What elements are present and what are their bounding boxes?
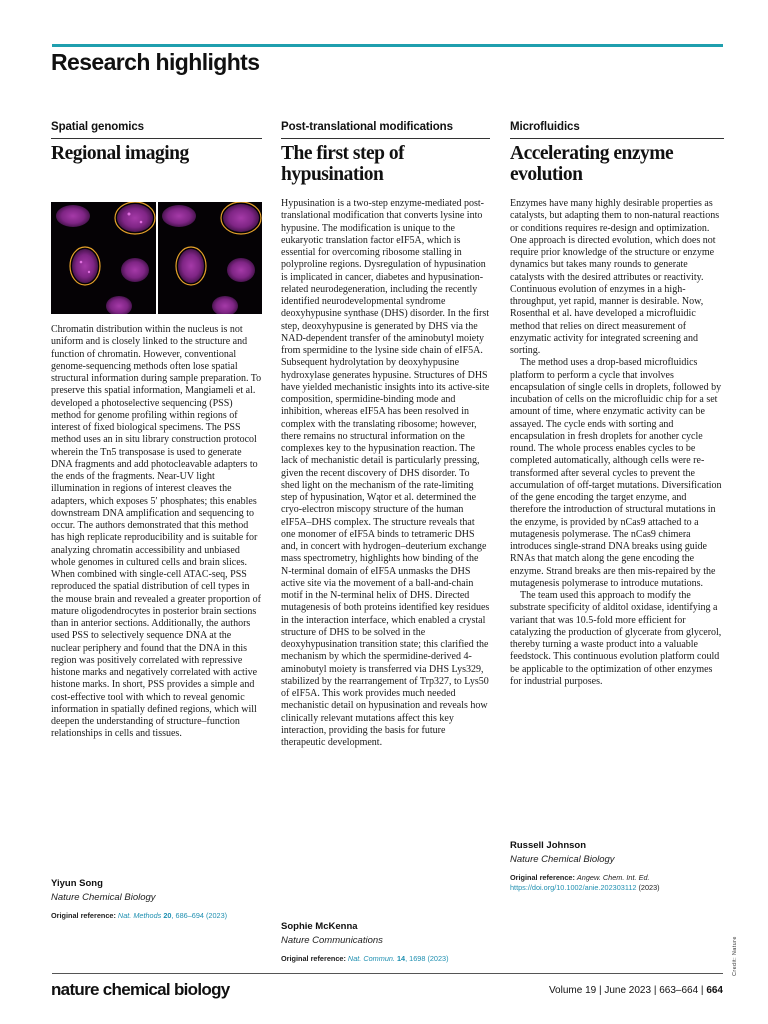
article-kicker: Spatial genomics xyxy=(51,120,262,139)
reference-link[interactable]: Nat. Methods 20, 686–694 (2023) xyxy=(117,911,228,920)
original-reference xyxy=(51,911,262,921)
reference-link[interactable]: Nat. Commun. 14, 1698 (2023) xyxy=(347,954,449,963)
author-journal: Nature Chemical Biology xyxy=(51,892,156,903)
article-kicker: Microfluidics xyxy=(510,120,724,139)
headline-line: Accelerating enzyme xyxy=(510,143,674,164)
body-paragraph: Enzymes have many highly desirable properties as catalysts, but adapting them to non-natural reactions or conditions requires re-design and optimization. One approach is directed evolution, which does not require prior knowledge of the structure or enzyme dynamics but takes many rounds to generate catalysts with the desired attributes or reactivity. Continuous evolution of enzymes in a high-throughput, yet rapid, manner is desirable. Now, Rosenthal et al. have developed a microfluidic method that relies on direct measurement of enzymatic activity for integrated screening and sorting. xyxy=(510,198,720,356)
reference-link[interactable]: https://doi.org/10.1002/anie.202303112 xyxy=(510,883,637,892)
article-headline xyxy=(281,143,490,185)
body-paragraph: Chromatin distribution within the nucleus is not uniform and is closely linked to the structure and function of chromatin. However, conventional genome-sequencing methods often lose spatial structural information during sample preparation. To preserve this spatial information, Mangiameli et al. developed a photoselective sequencing (PSS) method for genome profiling within regions of interest of fixed biological specimens. The PSS method uses an in situ library construction protocol wherein the Tn5 transposase is used to generate DNA fragments and add photocleavable adapters to the ends of the fragments. Near-UV light illumination in regions of interest cleaves the adapters, which exposes 5′ phosphates; this enables downstream DNA amplification and sequencing to occur. The authors demonstrated that this method has high replicate reproducibility and is suitable for analyzing chromatin accessibility and unbiased whole genomes in cultured cells and brain slices. When combined with single-cell ATAC-seq, PSS reproduced the spatial distribution of cell types in the mouse brain and revealed a greater proportion of mature oligodendrocytes in posterior brain sections than in anterior sections. Additionally, the authors used PSS to selectively sequence DNA at the nuclear periphery and found that the DNA in this region was positively correlated with repressive histone marks and negatively correlated with active histone marks. In short, PSS provides a simple and cost-effective tool with which to reveal genomic information in spatially defined regions, which will deepen the understanding of structure–function relationships in cells and tissues. xyxy=(51,324,262,740)
body-paragraph: The method uses a drop-based microfluidics platform to perform a cycle that involves encapsulation of single cells in droplets, followed by incubation of cells on the microfluidic chip for a set amount of time, where enzymatic activity can be assayed. The cycle ends with sorting and encapsulation in fresh droplets for another cycle round. The whole process enables cycles to be completed automatically, although cells were re-transformed after several cycles to prevent the accumulation of off-target mutations. Diversification of the gene encoding the target enzyme, and therefore the introduction of structural mutations in the enzyme, is provided by nCas9 attached to a mutagenesis polymerase. The nCas9 chimera introduces single-strand DNA breaks using guide RNAs that match along the gene encoding the enzyme. Strand breaks are then mis-repaired by the mutagenesis polymerase to introduce mutations. xyxy=(510,357,722,589)
reference-label: Original reference: xyxy=(281,954,346,963)
microscopy-figure xyxy=(51,202,262,314)
page-title: Research highlights xyxy=(51,49,260,75)
headline-line: Regional imaging xyxy=(51,143,189,164)
page-number: 664 xyxy=(706,985,723,996)
headline-line: The first step of xyxy=(281,143,405,164)
article-body xyxy=(510,198,724,688)
body-paragraph: Hypusination is a two-step enzyme-mediated post-translational modification that converts lysine into hypusine. The modification is unique to the eukaryotic translation factor eIF5A, which is essential for overcoming ribosome stalling in polyproline regions. Dysregulation of hypusination is implicated in cancer, diabetes and hypusination-related neurodegeneration, including the recently identified neurodevelopmental syndrome deoxyhypusine synthase (DHS) disorder. In the first step, deoxyhypusine is generated by DHS via the NAD-dependent transfer of the aminobutyl moiety from spermidine to the lysine side chain of eIF5A. Subsequent hydrolytation by deoxyhypusine hydroxylase generates hypusine. Structures of DHS have yielded mechanistic insights into its active-site composition, spermidine-binding mode and inhibition, whereas eIF5A has been resolved in complex with the translating ribosome; however, there remains no structural information on the complexes key to the hypusination reaction. The lack of mechanistic detail is particularly pressing, given the recent discovery of DHS disorder. To shed light on the mechanism of the rate-limiting step of hypusination, Wątor et al. determined the cryo-electron miscopy structure of the human eIF5A–DHS complex. The structure reveals that one monomer of eIF5A binds to tetrameric DHS and, in concert with hydrogen–deuterium exchange mass spectrometry, highlights how binding of the N-terminal domain of eIF5A unmasks the DHS active site via the movement of a ball-and-chain motif in the N-terminal helix of DHS. Directed mutagenesis of both proteins identified key residues in the interaction interface, which enabled a crystal structure of DHS to be solved in the deoxyhypusination transition state; this clarified the mechanism by which the spermidine-derived 4-aminobutyl moiety is transferred via DHS Lys329, stabilized by the rearrangement of Trp327, to Lys50 of eIF5A. This work provides much needed mechanistic detail on hypusination and reveals how clinically relevant mutations affect this key interaction, providing the basis for future therapeutic development. xyxy=(281,198,490,748)
original-reference xyxy=(281,954,490,964)
body-paragraph: The team used this approach to modify the substrate specificity of alditol oxidase, identifying a variant that was 10.5-fold more efficient for catalyzing the production of glycerate from glycerol, thereby turning a waste product into a valuable feedstock. This continuous evolution platform could be applicable to the optimization of other enzymes for industrial purposes. xyxy=(510,590,722,687)
footer-rule xyxy=(52,973,723,974)
article-body xyxy=(281,198,490,749)
author-name: Sophie McKenna xyxy=(281,921,358,932)
author-name: Russell Johnson xyxy=(510,840,587,851)
reference-label: Original reference: xyxy=(51,911,116,920)
article-hypusination xyxy=(281,120,490,963)
headline-line: hypusination xyxy=(281,164,384,185)
figure-credit: Credit: Nature xyxy=(732,936,738,976)
author-journal: Nature Chemical Biology xyxy=(510,854,615,865)
article-headline xyxy=(51,143,262,164)
volume-pages: Volume 19 | June 2023 | 663–664 | xyxy=(548,985,704,996)
reference-journal: Angew. Chem. Int. Ed. xyxy=(576,873,650,882)
reference-label: Original reference: xyxy=(510,873,575,882)
footer-volume-info xyxy=(549,985,723,996)
reference-year: (2023) xyxy=(636,883,660,892)
original-reference xyxy=(510,873,724,893)
headline-line: evolution xyxy=(510,164,583,185)
article-kicker: Post-translational modifications xyxy=(281,120,490,139)
nuclei-image xyxy=(51,202,262,314)
top-accent-rule xyxy=(52,44,723,47)
footer-journal-logo: nature chemical biology xyxy=(51,980,230,999)
article-spatial-genomics xyxy=(51,120,262,920)
author-journal: Nature Communications xyxy=(281,935,383,946)
article-body xyxy=(51,324,262,741)
author-name: Yiyun Song xyxy=(51,878,103,889)
article-headline xyxy=(510,143,724,185)
article-enzyme-evolution xyxy=(510,120,724,892)
